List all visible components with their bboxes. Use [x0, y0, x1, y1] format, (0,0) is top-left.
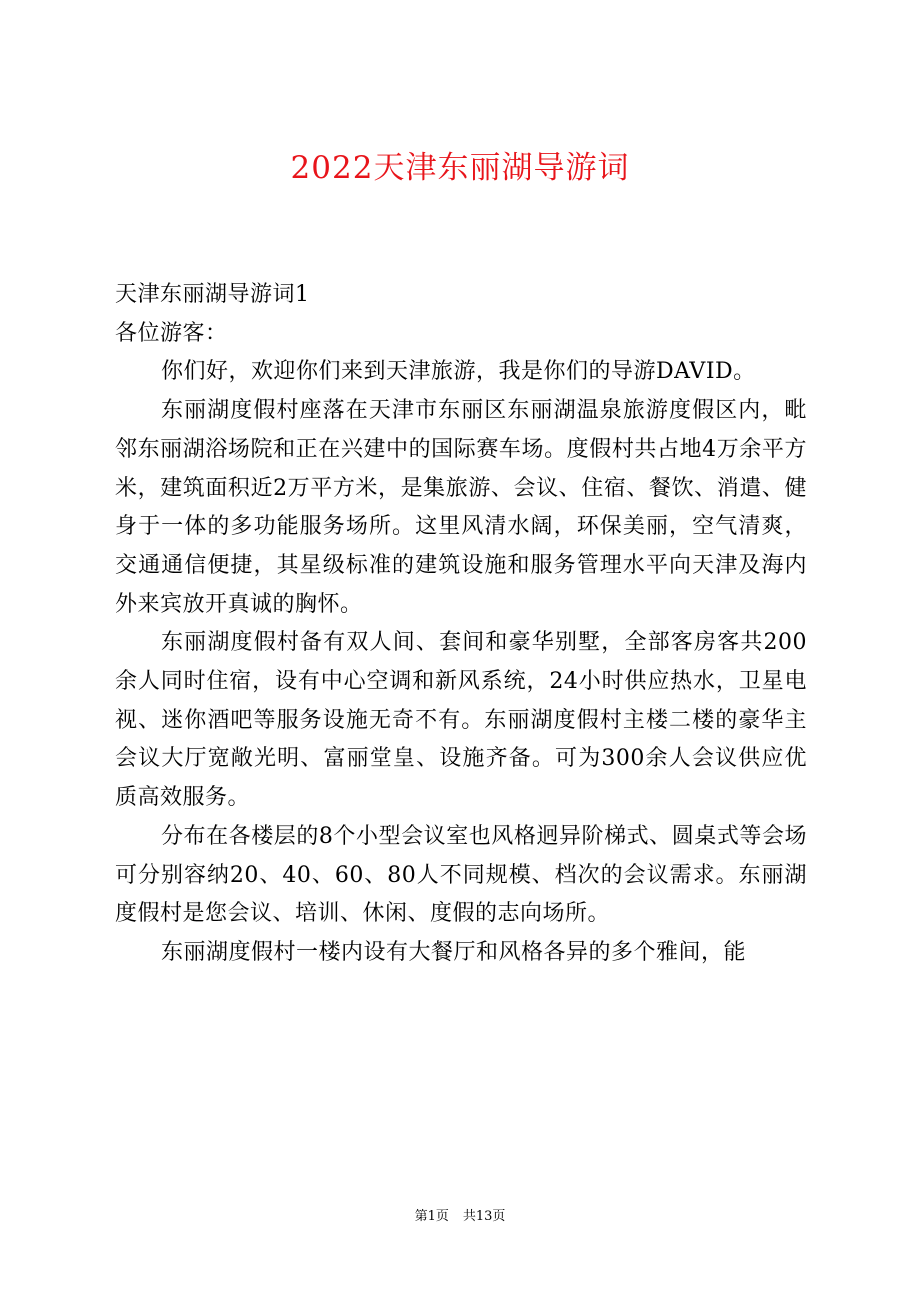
page-footer: [0, 1206, 920, 1228]
salutation: 各位游客：: [115, 320, 228, 346]
page-total: 共13页: [462, 1209, 506, 1224]
page-number: 第1页: [414, 1209, 449, 1224]
paragraph-4: 分布在各楼层的8个小型会议室也风格迥异阶梯式、圆桌式等会场可分别容纳20、40、60、80人不同规模、档次的会议需求。东丽湖度假村是您会议、培训、休闲、度假的志向场所。: [115, 823, 807, 927]
paragraph-5: 东丽湖度假村一楼内设有大餐厅和风格各异的多个雅间，能: [161, 939, 747, 965]
document-body: [115, 276, 807, 973]
paragraph-2: 东丽湖度假村座落在天津市东丽区东丽湖温泉旅游度假区内，毗邻东丽湖浴场院和正在兴建中的国际赛车场。度假村共占地4万余平方米，建筑面积近2万平方米，是集旅游、会议、住宿、餐饮、消遣、健身于一体的多功能服务场所。这里风清水阔，环保美丽，空气清爽，交通通信便捷，其星级标准的建筑设施和服务管理水平向天津及海内外来宾放开真诚的胸怀。: [115, 398, 807, 617]
document-title: 2022天津东丽湖导游词: [290, 150, 630, 186]
paragraph-3: 东丽湖度假村备有双人间、套间和豪华别墅，全部客房客共200余人同时住宿，设有中心空调和新风系统，24小时供应热水，卫星电视、迷你酒吧等服务设施无奇不有。东丽湖度假村主楼二楼的豪华主会议大厅宽敞光明、富丽堂皇、设施齐备。可为300余人会议供应优质高效服务。: [115, 630, 807, 811]
section-heading: 天津东丽湖导游词1: [115, 282, 310, 307]
paragraph-1: 你们好，欢迎你们来到天津旅游，我是你们的导游DAVID。: [161, 359, 756, 385]
